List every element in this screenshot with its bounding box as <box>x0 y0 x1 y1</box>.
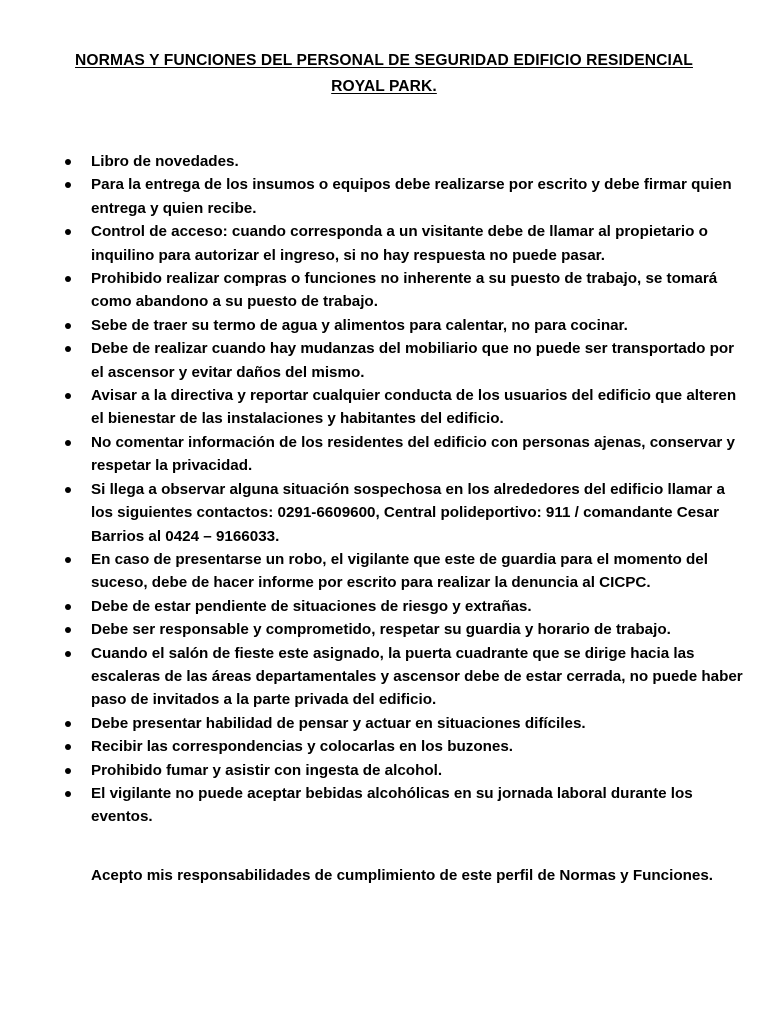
bullet-icon <box>65 627 71 633</box>
rule-item <box>65 642 745 712</box>
rule-text: Debe de realizar cuando hay mudanzas del mobiliario que no puede ser transportado por el ascensor y evitar daños del mismo. <box>91 340 735 381</box>
rule-text: No comentar información de los residentes del edificio con personas ajenas, conservar y respetar la privacidad. <box>91 433 735 475</box>
bullet-icon <box>65 393 71 399</box>
title-line-2: ROYAL PARK. <box>331 78 437 95</box>
rule-text: Debe de estar pendiente de situaciones de riesgo y extrañas. <box>91 597 532 615</box>
bullet-icon <box>65 440 71 446</box>
rule-item <box>65 384 745 431</box>
rule-item <box>65 759 745 782</box>
rule-item <box>65 431 745 478</box>
rule-item <box>65 782 745 829</box>
rule-text: Prohibido realizar compras o funciones no inherente a su puesto de trabajo, se tomará como abandono a su puesto de trabajo. <box>91 270 718 311</box>
bullet-icon <box>65 276 71 282</box>
bullet-icon <box>65 721 71 727</box>
bullet-icon <box>65 182 71 188</box>
rule-item <box>65 735 745 758</box>
bullet-icon <box>65 229 71 235</box>
bullet-icon <box>65 487 71 493</box>
rule-text: Recibir las correspondencias y colocarlas en los buzones. <box>91 738 514 756</box>
rule-text: Para la entrega de los insumos o equipos debe realizarse por escrito y debe firmar quien entrega y quien recibe. <box>91 176 732 217</box>
rule-item <box>65 478 745 548</box>
bullet-icon <box>65 557 71 563</box>
rule-text: Libro de novedades. <box>91 153 239 170</box>
rule-item <box>65 712 745 735</box>
rule-item <box>65 548 745 595</box>
bullet-icon <box>65 346 71 352</box>
bullet-icon <box>65 323 71 329</box>
rule-item <box>65 595 745 618</box>
rule-text: Cuando el salón de fieste este asignado, la puerta cuadrante que se dirige hacia las escaleras de las áreas departamentales y ascensor debe de estar cerrada, no puede haber paso de invitados a la parte privada del edificio. <box>91 644 743 709</box>
acceptance-statement: Acepto mis responsabilidades de cumplimiento de este perfil de Normas y Funciones. <box>91 867 714 884</box>
document-title <box>30 48 738 100</box>
rule-text: Control de acceso: cuando corresponda a un visitante debe de llamar al propietario o inquilino para autorizar el ingreso, si no hay respuesta no puede pasar. <box>91 223 708 264</box>
rule-text: Avisar a la directiva y reportar cualquier conducta de los usuarios del edificio que alteren el bienestar de las instalaciones y habitantes del edificio. <box>91 387 737 428</box>
rule-text: En caso de presentarse un robo, el vigilante que este de guardia para el momento del suceso, debe de hacer informe por escrito para realizar la denuncia al CICPC. <box>91 550 708 592</box>
bullet-icon <box>65 791 71 797</box>
title-line-1: NORMAS Y FUNCIONES DEL PERSONAL DE SEGURIDAD EDIFICIO RESIDENCIAL <box>75 52 693 69</box>
rule-text: Si llega a observar alguna situación sospechosa en los alrededores del edificio llamar a los siguientes contactos: 0291-6609600, Central polideportivo: 911 / comandante Cesar Barrios al 0424 – 9166033. <box>91 480 725 545</box>
rule-item <box>65 267 745 314</box>
bullet-icon <box>65 744 71 750</box>
rule-item <box>65 337 745 384</box>
rule-text: Sebe de traer su termo de agua y alimentos para calentar, no para cocinar. <box>91 316 628 334</box>
rule-text: El vigilante no puede aceptar bebidas alcohólicas en su jornada laboral durante los eventos. <box>91 784 693 826</box>
rule-item <box>65 220 745 267</box>
rule-text: Prohibido fumar y asistir con ingesta de alcohol. <box>91 761 443 779</box>
rule-item <box>65 150 745 173</box>
bullet-icon <box>65 159 71 165</box>
rule-item <box>65 314 745 337</box>
rule-item <box>65 173 745 220</box>
bullet-icon <box>65 768 71 774</box>
rule-text: Debe ser responsable y comprometido, respetar su guardia y horario de trabajo. <box>91 621 671 639</box>
rules-list <box>65 150 745 829</box>
bullet-icon <box>65 604 71 610</box>
rule-item <box>65 618 745 641</box>
rule-text: Debe presentar habilidad de pensar y actuar en situaciones difíciles. <box>91 714 586 732</box>
bullet-icon <box>65 651 71 657</box>
